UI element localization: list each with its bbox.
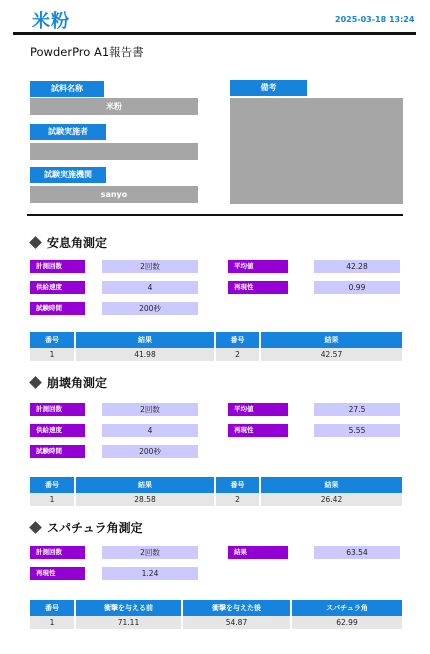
table-row <box>30 493 402 506</box>
table-header: 番号 <box>30 332 75 348</box>
param-value: 63.54 <box>314 546 400 559</box>
param-label: 平均値 <box>228 403 288 416</box>
table-cell: 28.58 <box>75 493 215 506</box>
table-row <box>30 348 402 361</box>
param-label: 再現性 <box>228 281 288 294</box>
spatula-section-title: スパチュラ角測定 <box>28 519 143 536</box>
param-value: 1.24 <box>102 567 198 580</box>
table-cell: 26.42 <box>260 493 402 506</box>
organization-field: sanyo <box>30 186 198 203</box>
table-cell: 1 <box>30 616 75 629</box>
header-divider <box>13 32 416 35</box>
table-cell: 71.11 <box>75 616 182 629</box>
repose-section-title: 安息角測定 <box>28 234 107 251</box>
param-row <box>228 424 400 437</box>
table-header: 結果 <box>260 477 402 493</box>
notes-label: 備考 <box>230 80 307 96</box>
param-value: 2回数 <box>102 260 198 273</box>
param-row <box>30 567 198 580</box>
table-header: 衝撃を与えた後 <box>182 600 291 616</box>
param-value: 2回数 <box>102 403 198 416</box>
param-label: 結果 <box>228 546 288 559</box>
param-value: 200秒 <box>102 302 198 315</box>
param-value: 4 <box>102 281 198 294</box>
param-row <box>30 403 198 416</box>
param-row <box>30 260 198 273</box>
param-row <box>30 281 198 294</box>
table-cell: 42.57 <box>260 348 402 361</box>
param-value: 42.28 <box>314 260 400 273</box>
param-row <box>228 281 400 294</box>
table-header: 衝撃を与える前 <box>75 600 182 616</box>
param-row <box>30 424 198 437</box>
organization-label: 試験実施機関 <box>30 167 106 183</box>
param-row <box>30 302 198 315</box>
param-label: 再現性 <box>30 567 85 580</box>
diamond-icon <box>29 236 42 249</box>
param-label: 計測回数 <box>30 546 85 559</box>
operator-label: 試験実施者 <box>30 124 106 140</box>
param-label: 計測回数 <box>30 403 85 416</box>
table-header: 結果 <box>75 332 215 348</box>
table-cell: 41.98 <box>75 348 215 361</box>
table-header: 結果 <box>75 477 215 493</box>
param-label: 試験時間 <box>30 445 85 458</box>
param-label: 再現性 <box>228 424 288 437</box>
table-header: 結果 <box>260 332 402 348</box>
table-header: 番号 <box>30 477 75 493</box>
param-value: 200秒 <box>102 445 198 458</box>
param-label: 試験時間 <box>30 302 85 315</box>
sample-name-label: 試料名称 <box>30 81 104 97</box>
operator-field <box>30 143 198 160</box>
param-value: 27.5 <box>314 403 400 416</box>
repose-result-table <box>30 332 402 361</box>
table-header: スパチュラ角 <box>291 600 402 616</box>
diamond-icon <box>29 521 42 534</box>
param-row <box>228 546 400 559</box>
param-value: 4 <box>102 424 198 437</box>
info-divider <box>27 214 403 216</box>
table-cell: 1 <box>30 348 75 361</box>
table-cell: 54.87 <box>182 616 291 629</box>
param-row <box>30 546 198 559</box>
param-value: 2回数 <box>102 546 198 559</box>
table-header: 番号 <box>215 477 260 493</box>
param-label: 計測回数 <box>30 260 85 273</box>
collapse-result-table <box>30 477 402 506</box>
report-datetime: 2025-03-18 13:24 <box>335 15 415 24</box>
param-row <box>30 445 198 458</box>
report-title: PowderPro A1報告書 <box>30 45 144 59</box>
param-label: 平均値 <box>228 260 288 273</box>
table-cell: 62.99 <box>291 616 402 629</box>
table-cell: 1 <box>30 493 75 506</box>
sample-name-field: 米粉 <box>30 98 198 115</box>
param-label: 供給速度 <box>30 281 85 294</box>
param-label: 供給速度 <box>30 424 85 437</box>
table-header: 番号 <box>30 600 75 616</box>
notes-field <box>230 98 403 204</box>
collapse-section-title: 崩壊角測定 <box>28 374 107 391</box>
table-cell: 2 <box>215 493 260 506</box>
param-row <box>228 260 400 273</box>
param-row <box>228 403 400 416</box>
param-value: 0.99 <box>314 281 400 294</box>
param-value: 5.55 <box>314 424 400 437</box>
table-cell: 2 <box>215 348 260 361</box>
page-title: 米粉 <box>32 11 70 32</box>
spatula-result-table <box>30 600 402 629</box>
table-row <box>30 616 402 629</box>
table-header: 番号 <box>215 332 260 348</box>
diamond-icon <box>29 376 42 389</box>
